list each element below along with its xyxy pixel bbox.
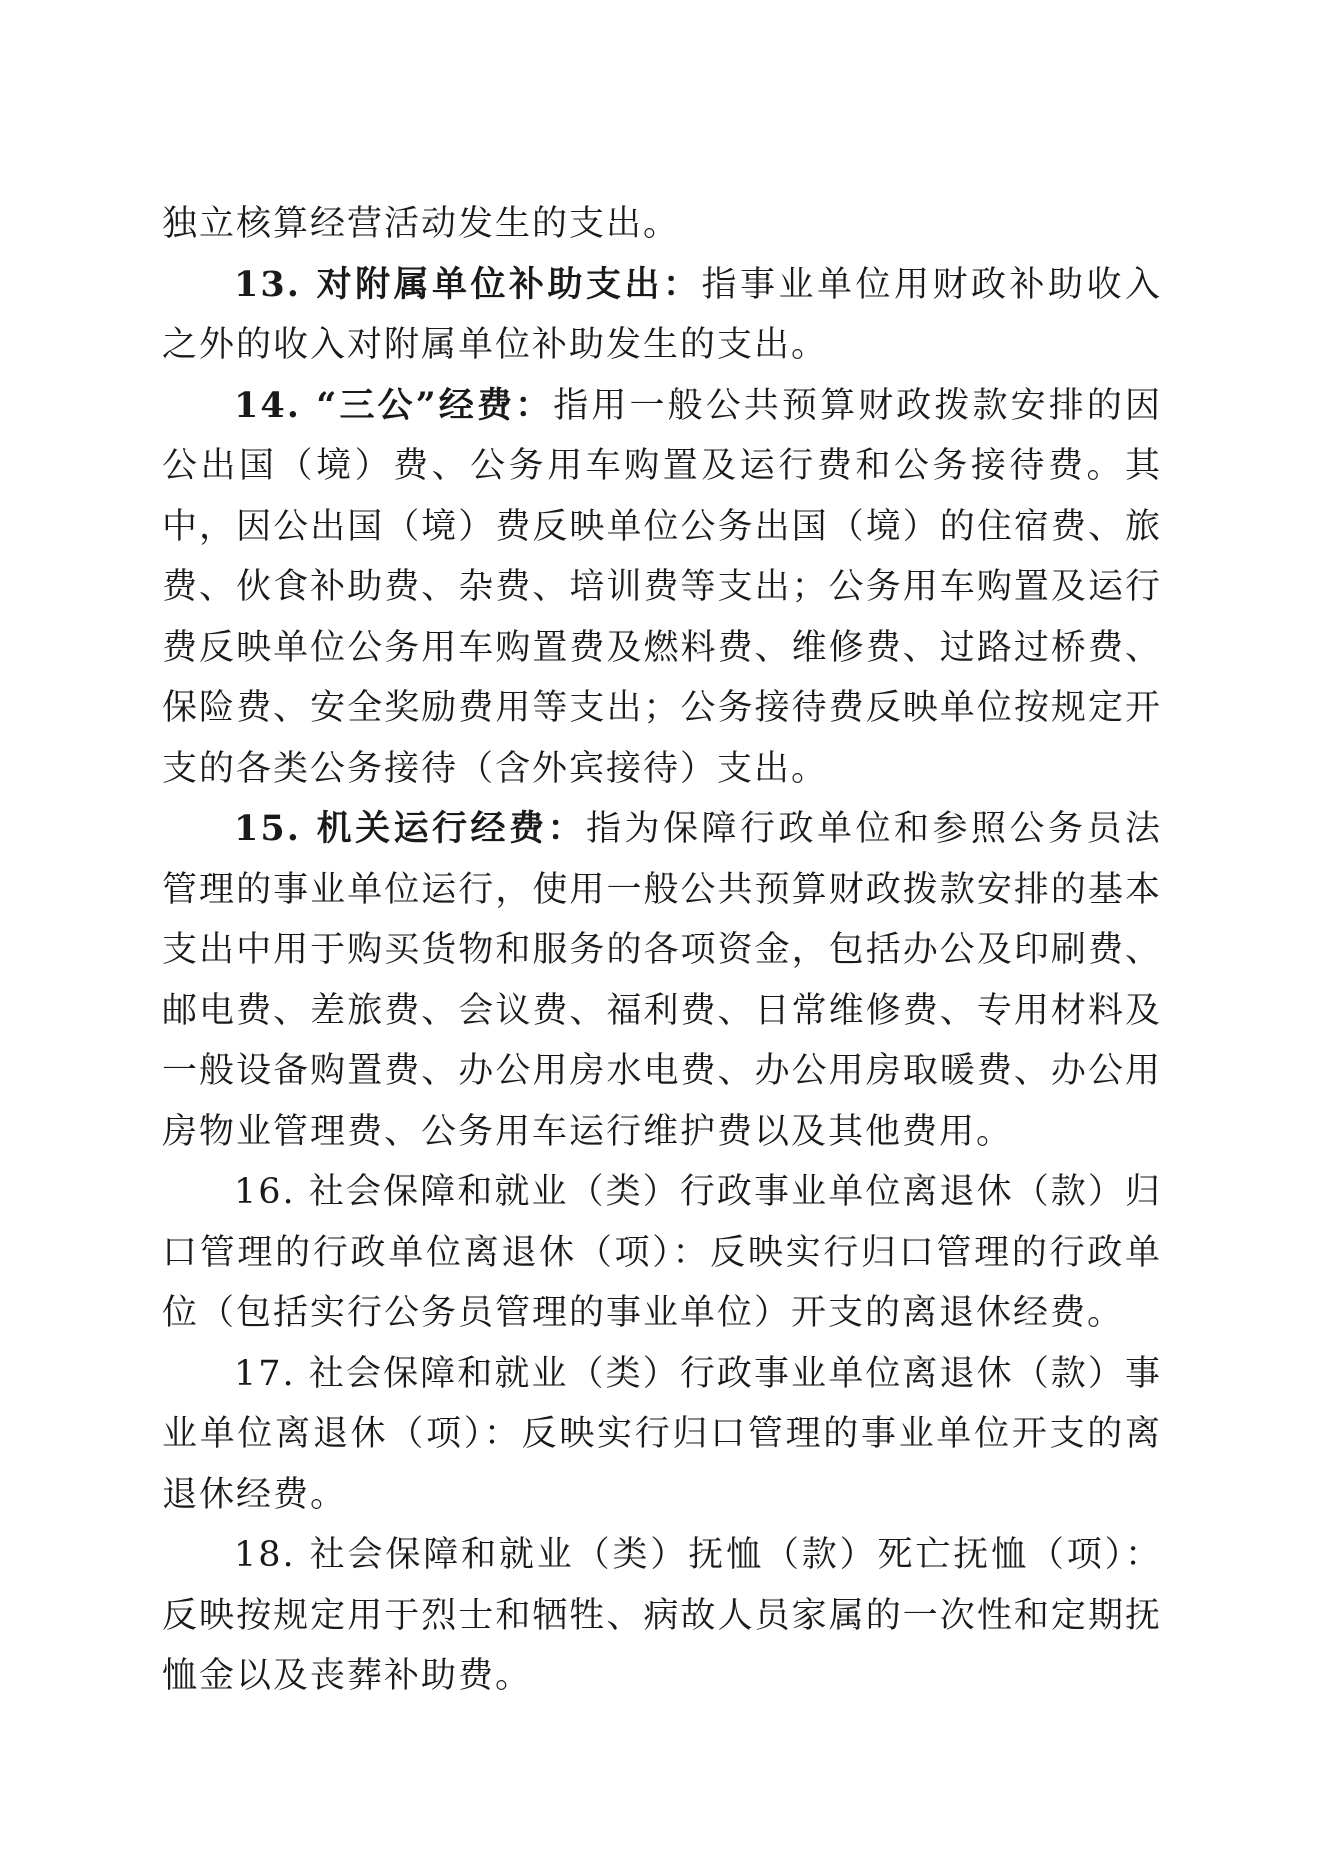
paragraph-term: 14. “三公”经费： xyxy=(234,384,554,426)
paragraph-term: 15. 机关运行经费： xyxy=(234,808,587,849)
paragraph-12-continuation xyxy=(162,194,1162,255)
paragraph-13 xyxy=(162,255,1162,376)
paragraph-term: 13. 对附属单位补助支出： xyxy=(234,263,702,305)
paragraph-text: 指事业单位用财政补助收入之外的收入对附属单位补助发生的支出。 xyxy=(162,264,1162,365)
paragraph-18 xyxy=(162,1525,1162,1707)
paragraph-16 xyxy=(162,1162,1162,1344)
paragraph-14 xyxy=(162,376,1162,800)
document-page xyxy=(162,194,1162,1707)
paragraph-text: 独立核算经营活动发生的支出。 xyxy=(162,204,681,244)
paragraph-15 xyxy=(162,799,1162,1162)
paragraph-17 xyxy=(162,1344,1162,1526)
paragraph-text: 18. 社会保障和就业（类）抚恤（款）死亡抚恤（项）：反映按规定用于烈士和牺牲、病故人员家属的一次性和定期抚恤金以及丧葬补助费。 xyxy=(162,1535,1162,1696)
paragraph-text: 指为保障行政单位和参照公务员法管理的事业单位运行，使用一般公共预算财政拨款安排的基本支出中用于购买货物和服务的各项资金，包括办公及印刷费、邮电费、差旅费、会议费、福利费、日常维修费、专用材料及一般设备购置费、办公用房水电费、办公用房取暖费、办公用房物业管理费、公务用车运行维护费以及其他费用。 xyxy=(162,809,1162,1152)
paragraph-text: 指用一般公共预算财政拨款安排的因公出国（境）费、公务用车购置及运行费和公务接待费。其中，因公出国（境）费反映单位公务出国（境）的住宿费、旅费、伙食补助费、杂费、培训费等支出；公务用车购置及运行费反映单位公务用车购置费及燃料费、维修费、过路过桥费、保险费、安全奖励费用等支出；公务接待费反映单位按规定开支的各类公务接待（含外宾接待）支出。 xyxy=(162,385,1162,789)
paragraph-text: 17. 社会保障和就业（类）行政事业单位离退休（款）事业单位离退休（项）：反映实行归口管理的事业单位开支的离退休经费。 xyxy=(162,1353,1162,1515)
paragraph-text: 16. 社会保障和就业（类）行政事业单位离退休（款）归口管理的行政单位离退休（项）：反映实行归口管理的行政单位（包括实行公务员管理的事业单位）开支的离退休经费。 xyxy=(162,1172,1162,1333)
